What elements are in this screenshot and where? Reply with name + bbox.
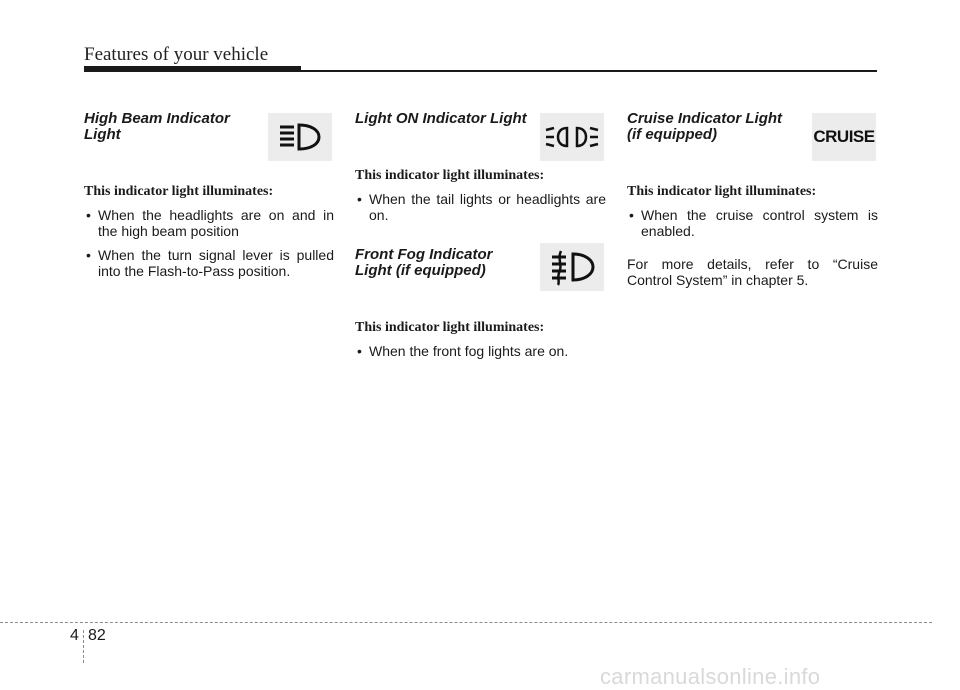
page-number: 82 — [88, 627, 106, 644]
high-beam-icon — [268, 113, 332, 161]
section-title: Light ON Indicator Light — [355, 110, 527, 127]
cruise-indicator-icon — [812, 113, 876, 161]
section-intro: This indicator light illuminates: — [627, 184, 817, 199]
section-intro: This indicator light illuminates: — [84, 184, 274, 199]
column-3 — [627, 111, 878, 288]
list-item: • When the front fog lights are on. — [355, 343, 606, 359]
section-intro: This indicator light illuminates: — [355, 320, 545, 335]
watermark: carmanualsonline.info — [600, 664, 821, 689]
section-light-on — [355, 111, 606, 223]
bullet-list — [627, 207, 878, 239]
section-front-fog — [355, 247, 606, 359]
column-2 — [355, 111, 606, 367]
section-cruise — [627, 111, 878, 288]
section-note: For more details, refer to “Cruise Control System” in chapter 5. — [627, 256, 878, 288]
section-high-beam — [84, 111, 334, 279]
bullet-list — [84, 207, 334, 279]
bullet-list — [355, 343, 606, 359]
cruise-icon-text: CRUISE — [813, 127, 875, 146]
section-title: Front Fog Indicator Light (if equipped) — [355, 246, 493, 279]
list-item: • When the headlights are on and in the high beam position — [84, 207, 334, 239]
page-header-title: Features of your vehicle — [84, 44, 269, 65]
header-rule-thick — [84, 66, 301, 72]
section-title: Cruise Indicator Light (if equipped) — [627, 110, 783, 143]
front-fog-light-icon — [540, 243, 604, 291]
tail-light-icon — [540, 113, 604, 161]
section-intro: This indicator light illuminates: — [355, 168, 545, 183]
list-item: • When the tail lights or headlights are on. — [355, 191, 606, 223]
section-title: High Beam Indicator Light — [84, 110, 230, 143]
list-item: • When the turn signal lever is pulled into the Flash-to-Pass position. — [84, 247, 334, 279]
column-1 — [84, 111, 334, 287]
footer-divider — [0, 622, 932, 623]
bullet-list — [355, 191, 606, 223]
list-item: • When the cruise control system is enabled. — [627, 207, 878, 239]
header-rule-thin — [301, 70, 877, 72]
page-chapter-number: 4 — [70, 627, 79, 644]
footer-page-divider — [83, 630, 84, 663]
